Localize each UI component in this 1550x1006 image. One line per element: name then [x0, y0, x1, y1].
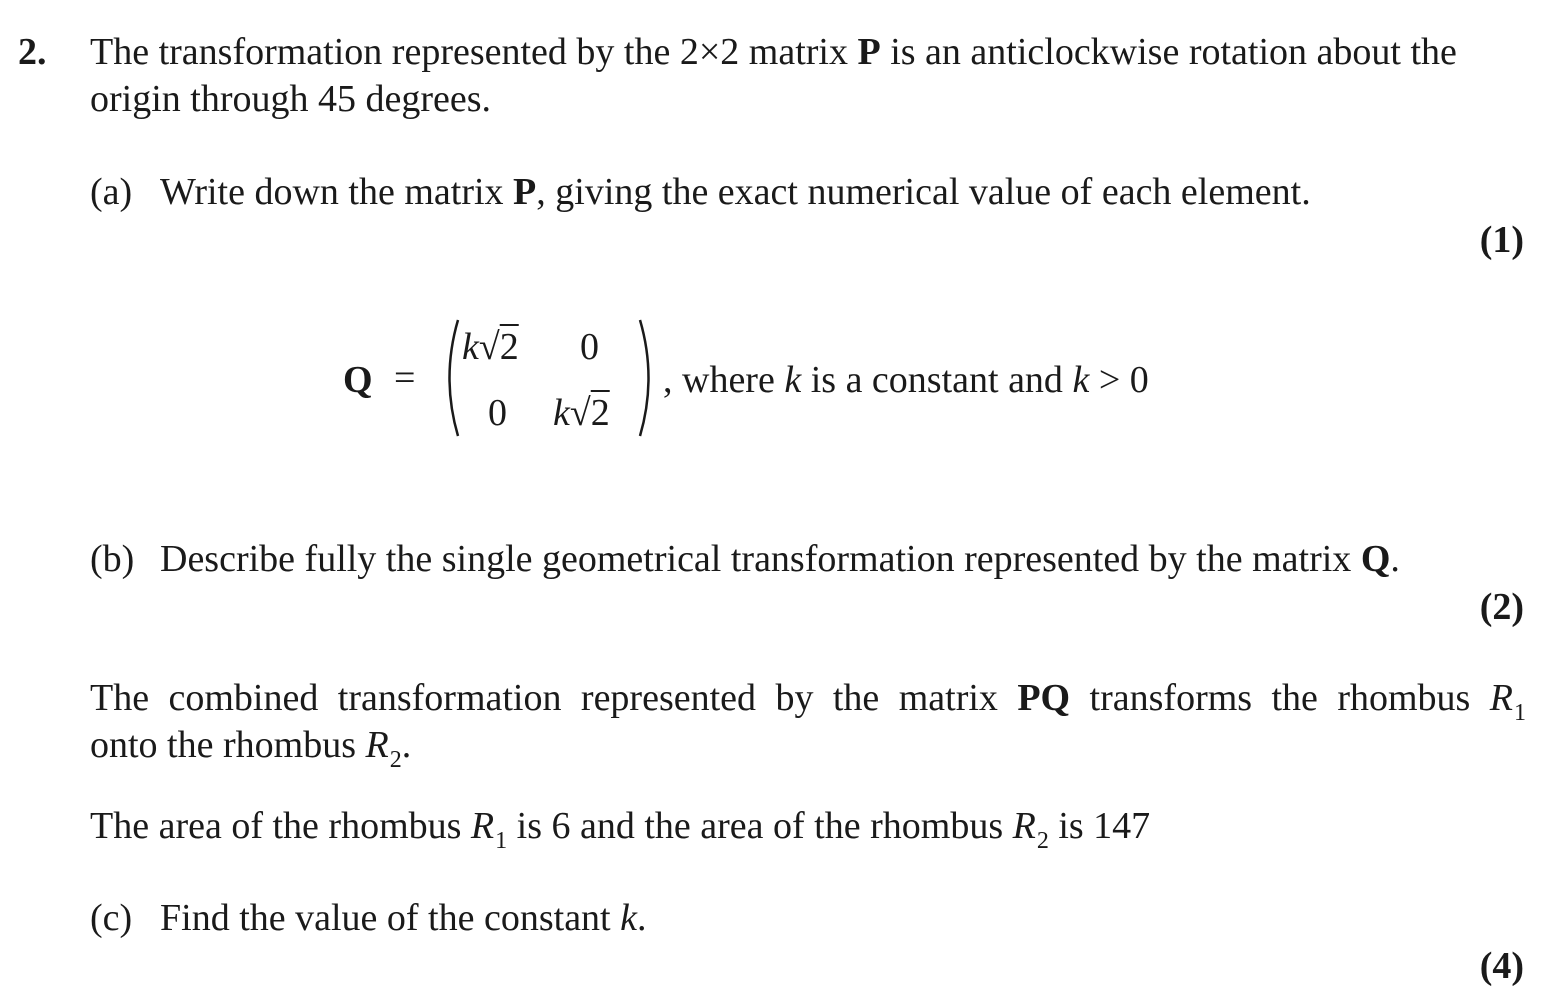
subscript-2: 2	[389, 747, 402, 773]
question-intro-line1	[90, 30, 1457, 74]
part-a-marks: (1)	[1479, 219, 1524, 261]
equals-sign: =	[394, 357, 416, 399]
question-intro-line2: origin through 45 degrees.	[90, 78, 492, 120]
combined-line2	[90, 723, 411, 774]
part-c-text	[160, 896, 647, 940]
part-a-matrix-p: P	[513, 171, 537, 213]
intro-text-3: is an anticlockwise rotation about the	[880, 31, 1457, 73]
cell-k: k	[462, 326, 479, 368]
rhombus-r: R	[1489, 677, 1513, 719]
condition-k: k	[784, 359, 802, 401]
subscript-1: 1	[495, 828, 508, 854]
condition-k-2: k	[1072, 359, 1090, 401]
part-c-marks: (4)	[1479, 945, 1524, 987]
combined-text-1: The combined transformation represented by the matrix	[90, 677, 1018, 719]
rhombus-r: R	[1012, 805, 1036, 847]
part-b-text	[160, 537, 1400, 581]
matrix-cell-r2c1: 0	[488, 392, 507, 434]
right-paren-icon	[640, 320, 649, 436]
sqrt-arg: 2	[499, 326, 519, 368]
matrix-cell-r1c1	[462, 328, 519, 366]
intro-text-1: The transformation represented by the 2	[90, 31, 699, 73]
matrix-cell-r2c2	[553, 394, 610, 432]
part-b-marks: (2)	[1479, 586, 1524, 628]
condition-text-3: > 0	[1089, 359, 1149, 401]
matrix-cell-r1c2: 0	[580, 326, 599, 368]
matrix-q	[438, 314, 658, 442]
part-c-k: k	[620, 897, 637, 939]
condition-text-2: is a constant and	[801, 359, 1073, 401]
cell-k: k	[553, 392, 570, 434]
subscript-2: 2	[1036, 828, 1049, 854]
rhombus-r: R	[365, 724, 389, 766]
matrix-pq-label: PQ	[1017, 677, 1071, 719]
part-a-text-1: Write down the matrix	[160, 171, 514, 213]
times-sign: ×	[698, 31, 721, 73]
intro-text-2: 2 matrix	[720, 31, 858, 73]
combined-text-2: transforms the rhombus	[1070, 677, 1490, 719]
part-b-label: (b)	[90, 538, 135, 580]
sqrt-icon: √	[478, 326, 500, 368]
part-a-label: (a)	[90, 171, 133, 213]
left-paren-icon	[450, 320, 459, 436]
part-b-text-2: .	[1390, 538, 1400, 580]
part-c-text-1: Find the value of the constant	[160, 897, 621, 939]
part-b-text-1: Describe fully the single geometrical transformation represented by the matrix	[160, 538, 1361, 580]
area-text-1: The area of the rhombus	[90, 805, 471, 847]
sqrt-arg: 2	[590, 392, 610, 434]
part-a-text-2: , giving the exact numerical value of each element.	[536, 171, 1311, 213]
subscript-1: 1	[1513, 700, 1526, 726]
area-sentence	[90, 804, 1150, 855]
rhombus-r: R	[470, 805, 495, 847]
part-c-text-2: .	[637, 897, 647, 939]
part-c-label: (c)	[90, 897, 133, 939]
area-text-3: is 147	[1048, 805, 1151, 847]
combined-line1	[90, 676, 1526, 727]
matrix-q-condition	[663, 358, 1149, 402]
combined-text-4: .	[401, 724, 412, 766]
matrix-q-name: Q	[343, 359, 373, 401]
matrix-p-label: P	[857, 31, 881, 73]
question-number: 2.	[18, 31, 47, 73]
condition-text-1: where	[682, 359, 785, 401]
part-b-matrix-q: Q	[1360, 538, 1391, 580]
area-text-2: is 6 and the area of the rhombus	[507, 805, 1013, 847]
sqrt-icon: √	[569, 392, 591, 434]
condition-comma: ,	[663, 359, 673, 401]
part-a-text	[160, 170, 1311, 214]
combined-text-3: onto the rhombus	[90, 724, 366, 766]
